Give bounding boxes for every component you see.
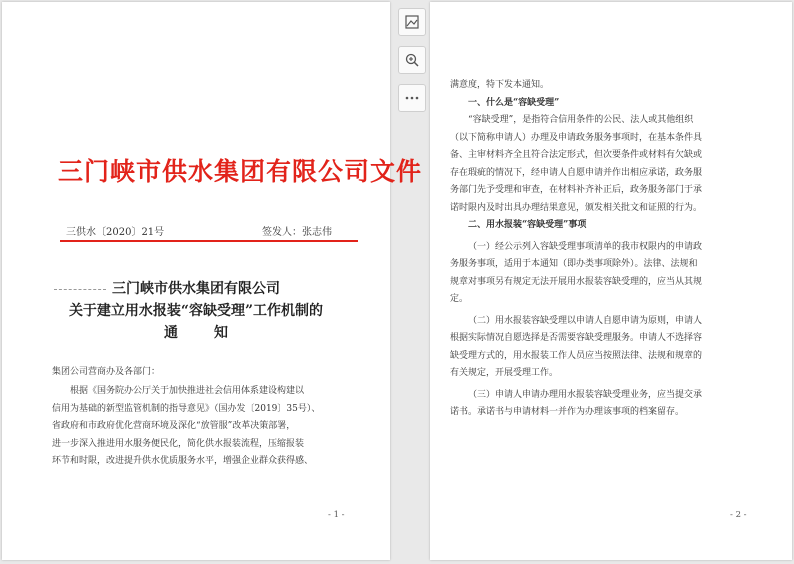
body-line: 根据《国务院办公厅关于加快推进社会信用体系建设构建以 (70, 386, 305, 396)
page-number: - 1 - (328, 510, 345, 520)
document-page-1 (2, 2, 423, 560)
body-line: 根据实际情况自愿选择是否需要容缺受理服务。申请人不选择容 (450, 333, 703, 343)
body-line: 定。 (450, 294, 469, 304)
section-heading: 二、用水报装“容缺受理”事项 (468, 220, 587, 230)
body-line: 缺受理方式的，用水报装工作人员应当按照法律、法规和规章的 (450, 350, 703, 361)
page2-text (450, 77, 780, 422)
document-number: 三供水〔2020〕21号 (66, 227, 165, 238)
title-line-2: 关于建立用水报装“容缺受理”工作机制的 (68, 303, 324, 319)
body-text (52, 383, 372, 471)
body-line: 诺时限内及时出具办理结果意见，颁发相关批文和证照的行为。 (450, 202, 703, 213)
salutation: 集团公司营商办及各部门： (52, 367, 161, 377)
title-line-3: 通知 (164, 325, 264, 341)
body-line: 信用为基础的新型监管机制的指导意见》（国办发〔2019〕35号）、 (52, 403, 321, 414)
red-header-title: 三门峡市供水集团有限公司文件 (58, 157, 423, 186)
side-toolbar (398, 8, 428, 122)
page-number: - 2 - (730, 510, 747, 520)
image-button[interactable] (398, 8, 426, 36)
body-line: 规章对事项另有规定无法开展用水报装容缺受理的，应当从其规 (450, 276, 703, 287)
body-line: 务部门先予受理和审查，在材料补齐补正后，政务服务部门于承 (450, 185, 703, 195)
body-line: 备、主审材料齐全且符合法定形式，但次要条件或材料有欠缺或 (450, 150, 703, 160)
body-line: 存在瑕疵的情况下，经申请人自愿申请并作出相应承诺，政务服 (450, 167, 703, 178)
body-line: 务服务事项，适用于本通知（即办类事项除外）。法律、法规和 (450, 259, 698, 269)
document-page-2 (430, 2, 792, 560)
body-line: “容缺受理”，是指符合信用条件的公民、法人或其他组织 (468, 115, 694, 125)
body-line: 有关规定，开展受理工作。 (450, 368, 559, 378)
more-icon (404, 90, 420, 106)
body-line: （以下简称申请人）办理及申请政务服务事项时，在基本条件具 (450, 132, 703, 143)
red-divider-line (60, 240, 358, 242)
body-line: 环节和时限，改进提升供水优质服务水平，增强企业群众获得感、 (52, 456, 314, 466)
body-line: （三）申请人申请办理用水报装容缺受理业务，应当提交承 (468, 389, 703, 400)
body-line: （一）经公示列入容缺受理事项清单的我市权限内的申请政 (468, 241, 703, 252)
zoom-in-button[interactable] (398, 46, 426, 74)
body-line: （二）用水报装容缺受理以申请人自愿申请为原则，申请人 (468, 315, 703, 326)
body-line: 满意度，特下发本通知。 (450, 80, 550, 90)
body-line: 进一步深入推进用水服务便民化，简化供水报装流程，压缩报装 (52, 438, 305, 449)
body-line: 诺书。承诺书与申请材料一并作为办理该事项的档案留存。 (450, 407, 685, 417)
zoom-in-icon (404, 52, 420, 68)
image-icon (404, 14, 420, 30)
body-line: 省政府和市政府优化营商环境及深化“放管服”改革决策部署， (52, 421, 296, 431)
title-line-1: 三门峡市供水集团有限公司 (112, 281, 280, 297)
section-heading: 一、什么是“容缺受理” (468, 97, 560, 108)
signer: 签发人：张志伟 (262, 227, 332, 238)
more-options-button[interactable] (398, 84, 426, 112)
